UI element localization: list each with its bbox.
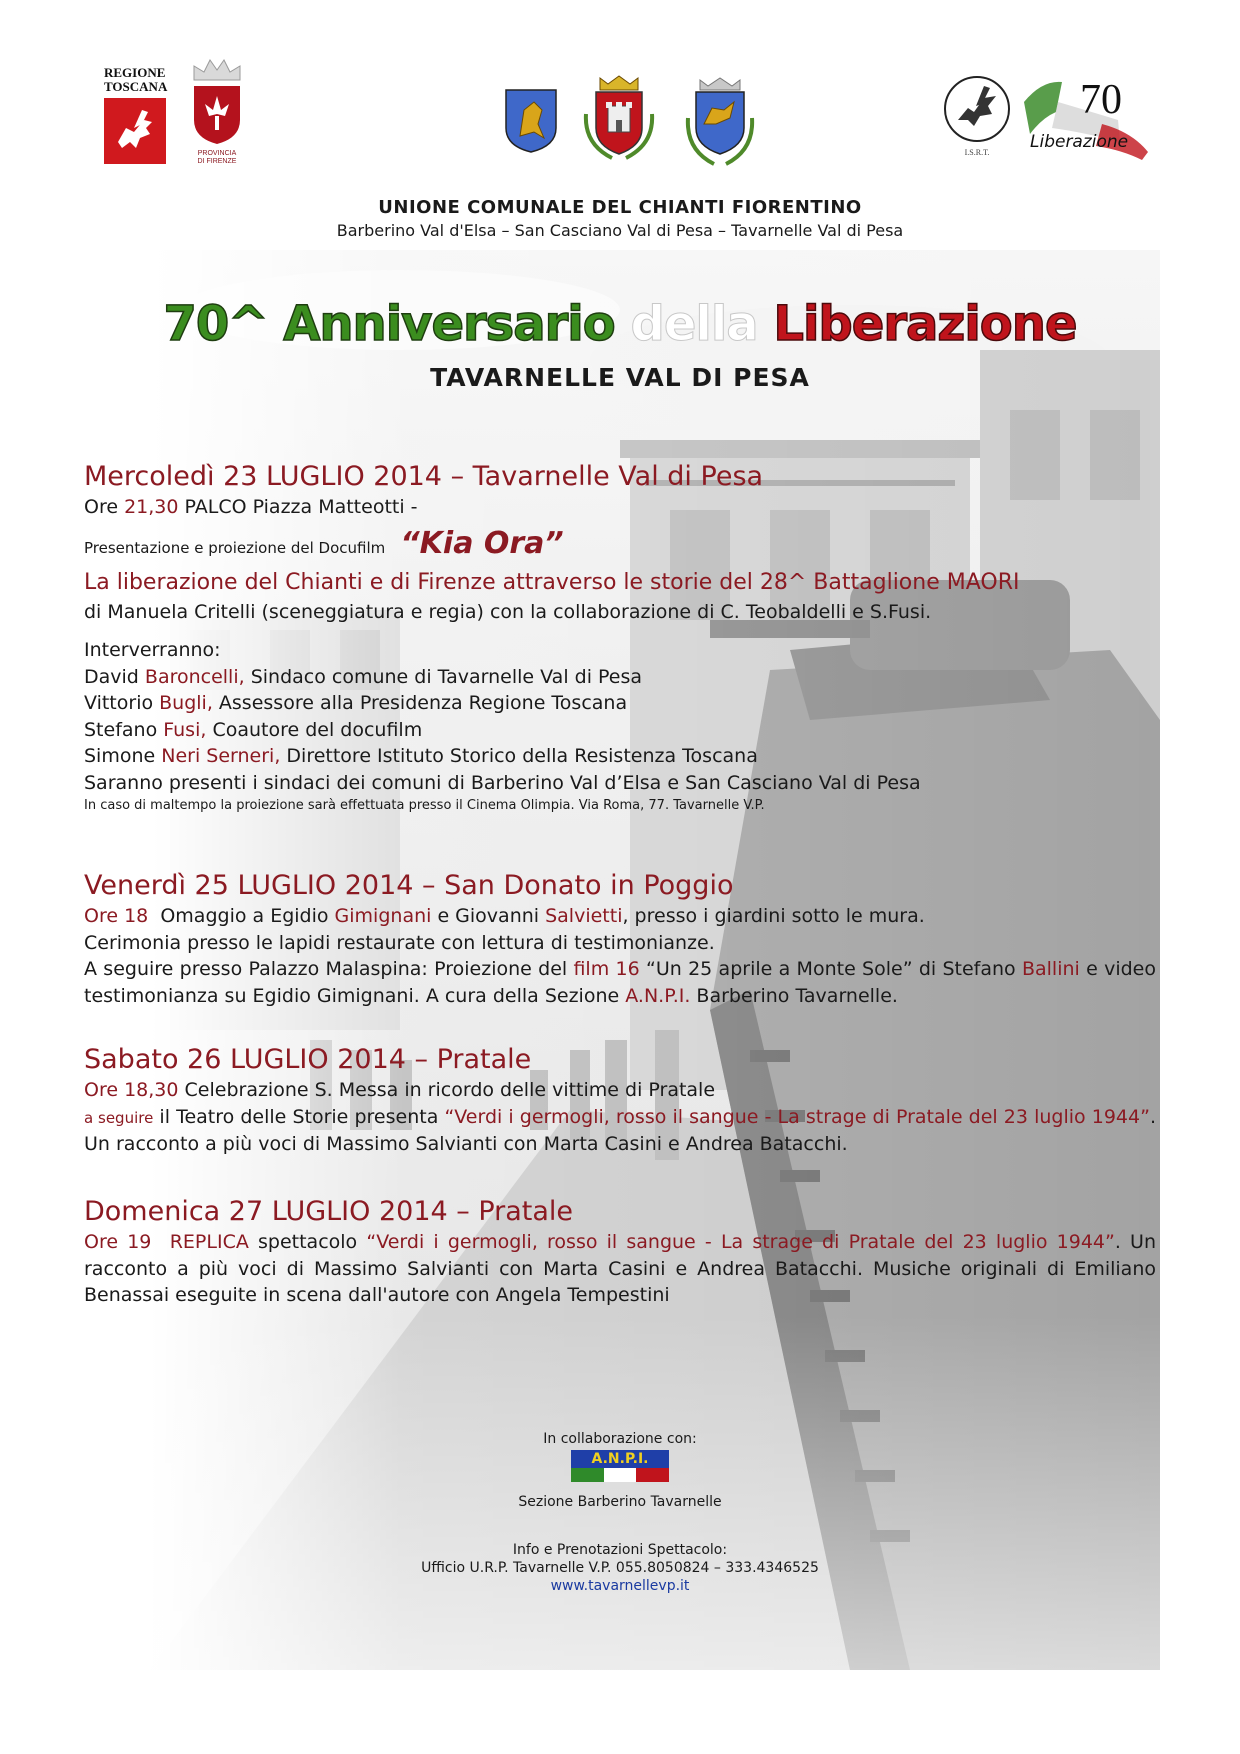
text: “Un 25 aprile a Monte Sole” di Stefano	[639, 958, 1022, 980]
speaker-first-name: Simone	[84, 745, 162, 767]
pegasus-shield-icon	[104, 98, 166, 164]
speaker-first-name: Vittorio	[84, 692, 160, 714]
anpi-logo	[571, 1450, 669, 1482]
speaker-role: Sindaco comune di Tavarnelle Val di Pesa	[244, 665, 643, 688]
title-liberazione: Liberazione	[773, 296, 1077, 352]
event-wednesday-time-line	[84, 494, 1156, 521]
event-sunday-body	[84, 1229, 1156, 1309]
collab-label: In collaborazione con:	[543, 1431, 697, 1447]
isrt-label: I.S.R.T.	[964, 148, 990, 157]
event-sunday-time: Ore 19 REPLICA	[84, 1231, 249, 1253]
crest-icon	[504, 88, 558, 154]
san-casciano-crest	[582, 74, 656, 164]
union-towns: Barberino Val d'Elsa – San Casciano Val di Pesa – Tavarnelle Val di Pesa	[336, 221, 904, 240]
liberazione-70-number: 70	[1080, 77, 1122, 123]
speaker-role: Direttore Istituto Storico della Resistenza Toscana	[280, 745, 758, 767]
name-highlight: Gimignani	[334, 905, 432, 927]
event-friday-line1	[84, 903, 1156, 930]
time-prefix: Ore	[84, 496, 125, 518]
anpi-highlight: A.N.P.I.	[625, 984, 691, 1007]
info-office: Ufficio U.R.P. Tavarnelle V.P. 055.8050824 – 333.4346525	[421, 1560, 819, 1576]
speaker-role: Coautore del docufilm	[206, 718, 423, 741]
union-name: UNIONE COMUNALE DEL CHIANTI FIORENTINO	[378, 197, 862, 218]
lily-shield-icon	[194, 86, 240, 144]
event-friday-line2: Cerimonia presso le lapidi restaurate con lettura di testimonianze.	[84, 931, 715, 954]
castle-crest-icon	[582, 74, 656, 160]
event-saturday-line2	[84, 1104, 1156, 1158]
text: il Teatro delle Storie presenta	[153, 1105, 445, 1128]
speaker-row	[84, 717, 1156, 744]
show-title: “Verdi i germogli, rosso il sangue - La strage di Pratale del 23 luglio 1944”	[366, 1231, 1115, 1253]
anpi-section: Sezione Barberino Tavarnelle	[518, 1494, 722, 1510]
regione-toscana-logo	[104, 66, 174, 168]
event-wednesday	[84, 460, 1156, 816]
weather-note: In caso di maltempo la proiezione sarà effettuata presso il Cinema Olimpia. Via Roma, 77. Tavarnelle V.P.	[84, 798, 765, 813]
speaker-first-name: Stefano	[84, 718, 164, 741]
text: e Giovanni	[431, 905, 546, 927]
event-wednesday-heading: Mercoledì 23 LUGLIO 2014 – Tavarnelle Val di Pesa	[84, 461, 764, 492]
speaker-row	[84, 690, 1156, 717]
website-link[interactable]: www.tavarnellevp.it	[550, 1578, 690, 1594]
regione-logo-line2: TOSCANA	[104, 79, 168, 94]
anpi-flag-icon	[571, 1468, 669, 1482]
main-title	[0, 296, 1240, 352]
speaker-first-name: David	[84, 665, 145, 688]
speaker-last-name: Neri Serneri,	[161, 745, 281, 767]
crown-icon	[186, 56, 248, 82]
crest-icon	[682, 74, 758, 168]
text: A seguire presso Palazzo Malaspina: Proiezione del	[84, 958, 574, 980]
after-label: a seguire	[84, 1108, 154, 1127]
speaker-last-name: Bugli,	[159, 692, 213, 714]
title-anniversario: 70^ Anniversario	[163, 296, 615, 352]
text: . Un racconto a più voci di Massimo Salvianti con Marta Casini e Andrea Batacchi.	[84, 1105, 1156, 1155]
docufilm-presentation: Presentazione e proiezione del Docufilm	[84, 538, 386, 557]
liberazione-70-logo	[1022, 72, 1152, 162]
provincia-logo-line1: PROVINCIA	[197, 150, 237, 157]
event-wednesday-place: PALCO Piazza Matteotti -	[178, 496, 418, 518]
event-wednesday-time: 21,30	[124, 496, 179, 518]
text: Celebrazione S. Messa in ricordo delle vittime di Pratale	[178, 1079, 716, 1101]
text: spettacolo	[248, 1231, 367, 1253]
event-friday	[84, 869, 1156, 1009]
docufilm-line	[84, 521, 1156, 567]
speaker-last-name: Baroncelli,	[144, 665, 245, 688]
collaboration-block	[0, 1430, 1240, 1595]
speaker-row	[84, 743, 1156, 770]
barberino-crest	[504, 88, 558, 158]
regione-logo-line1: REGIONE	[104, 65, 166, 80]
event-saturday-heading: Sabato 26 LUGLIO 2014 – Pratale	[84, 1044, 532, 1075]
info-label: Info e Prenotazioni Spettacolo:	[512, 1542, 728, 1558]
event-friday-line3	[84, 956, 1156, 1009]
event-saturday-line1	[84, 1077, 1156, 1104]
speaker-last-name: Fusi,	[163, 718, 207, 741]
tavarnelle-crest	[682, 74, 758, 172]
anpi-logo-text: A.N.P.I.	[571, 1450, 669, 1468]
docufilm-title: “Kia Ora”	[400, 525, 564, 561]
mayors-line: Saranno presenti i sindaci dei comuni di Barberino Val d’Elsa e San Casciano Val di Pesa	[84, 771, 921, 794]
docufilm-credits: di Manuela Critelli (sceneggiatura e regia) con la collaborazione di C. Teobaldelli e S.Fusi.	[84, 600, 932, 623]
event-saturday-time: Ore 18,30	[84, 1079, 179, 1101]
event-friday-heading: Venerdì 25 LUGLIO 2014 – San Donato in Poggio	[84, 870, 734, 901]
text: Omaggio a Egidio	[148, 905, 335, 927]
provincia-logo-line2: DI FIRENZE	[197, 158, 237, 165]
film-highlight: film 16	[573, 958, 640, 980]
speaker-row	[84, 664, 1156, 691]
docufilm-subtitle: La liberazione del Chianti e di Firenze attraverso le storie del 28^ Battaglione MAORI	[84, 569, 1020, 595]
text: , presso i giardini sotto le mura.	[622, 905, 925, 927]
provincia-firenze-logo	[186, 56, 248, 166]
text: Barberino Tavarnelle.	[690, 984, 898, 1007]
name-highlight: Salvietti	[545, 905, 623, 927]
subtitle-tavarnelle: TAVARNELLE VAL DI PESA	[430, 363, 810, 392]
event-friday-time: Ore 18	[84, 905, 149, 927]
event-sunday-heading: Domenica 27 LUGLIO 2014 – Pratale	[84, 1196, 574, 1227]
pegasus-circle-icon	[942, 74, 1012, 144]
title-della: della	[630, 296, 758, 352]
text: . Un racconto a più voci di Massimo Salvianti con Marta Casini e Andrea Batacchi. Musiche originali di Emiliano Benassai eseguite in scena dall'autore con Angela Tempestini	[84, 1231, 1157, 1306]
isrt-logo	[942, 74, 1012, 157]
name-highlight: Ballini	[1021, 958, 1080, 980]
event-saturday	[84, 1043, 1156, 1158]
speaker-role: Assessore alla Presidenza Regione Toscana	[212, 692, 628, 714]
speakers-heading: Interverranno:	[84, 639, 221, 661]
event-sunday	[84, 1195, 1156, 1309]
liberazione-70-word: Liberazione	[1030, 132, 1129, 152]
text: e video testimonianza su Egidio Gimignani. A cura della Sezione	[84, 958, 1156, 1007]
show-title: “Verdi i germogli, rosso il sangue - La strage di Pratale del 23 luglio 1944”	[444, 1105, 1150, 1128]
